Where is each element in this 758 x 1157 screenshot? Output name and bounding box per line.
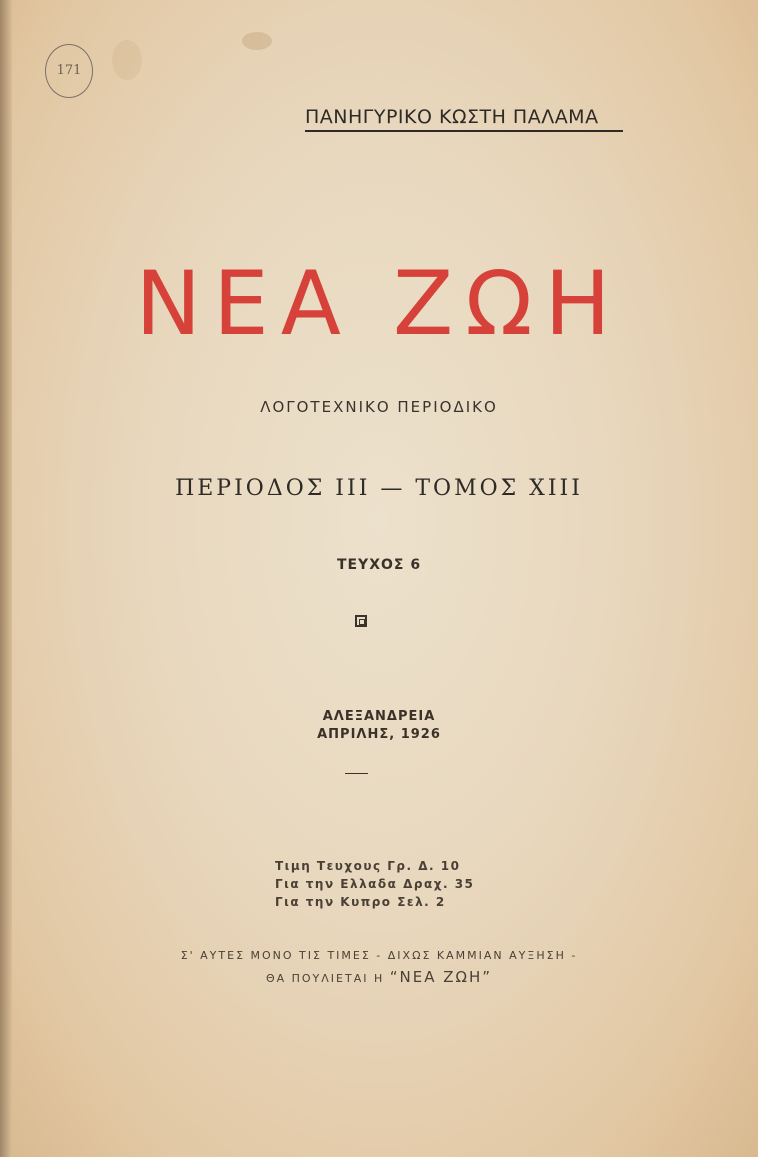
note-prefix: ΘΑ ΠΟΥΛΙΕΤΑΙ Η (265, 972, 385, 985)
price-line: Για την Ελλαδα Δραχ. 35 (275, 877, 475, 891)
dedication: ΠΑΝΗΓΥΡΙΚΟ ΚΩΣΤΗ ΠΑΛΑΜΑ (305, 106, 623, 132)
issue-number: ΤΕΥΧΟΣ 6 (336, 557, 422, 573)
divider (345, 773, 368, 774)
note-line-1: Σ' ΑΥΤΕΣ ΜΟΝΟ ΤΙΣ ΤΙΜΕΣ - ΔΙΧΩΣ ΚΑΜΜΙΑΝ ΑΥΞΗΣΗ - (180, 949, 578, 962)
subtitle: ΛΟΓΟΤΕΧΝΙΚΟ ΠΕΡΙΟΔΙΚΟ (260, 398, 498, 416)
note-line-2 (0, 968, 758, 986)
imprint (0, 708, 758, 744)
stain (242, 32, 272, 50)
magazine-title: ΝΕΑ ΖΩΗ (135, 252, 623, 355)
price-line: Για την Κυπρο Σελ. 2 (275, 895, 446, 909)
price-line: Τιμη Τευχους Γρ. Δ. 10 (275, 859, 461, 873)
place: ΑΛΕΞΑΝΔΡΕΙΑ (322, 709, 436, 724)
square-ornament-icon (355, 615, 367, 627)
stain (112, 40, 142, 80)
handwritten-mark: 171 (45, 44, 93, 98)
date: ΑΠΡΙΛΗΣ, 1926 (317, 727, 441, 742)
period-volume: ΠΕΡΙΟΔΟΣ III — ΤΟΜΟΣ XIII (175, 476, 583, 501)
note-title: “ΝΕΑ ΖΩΗ” (389, 968, 493, 986)
price-list (275, 857, 474, 911)
